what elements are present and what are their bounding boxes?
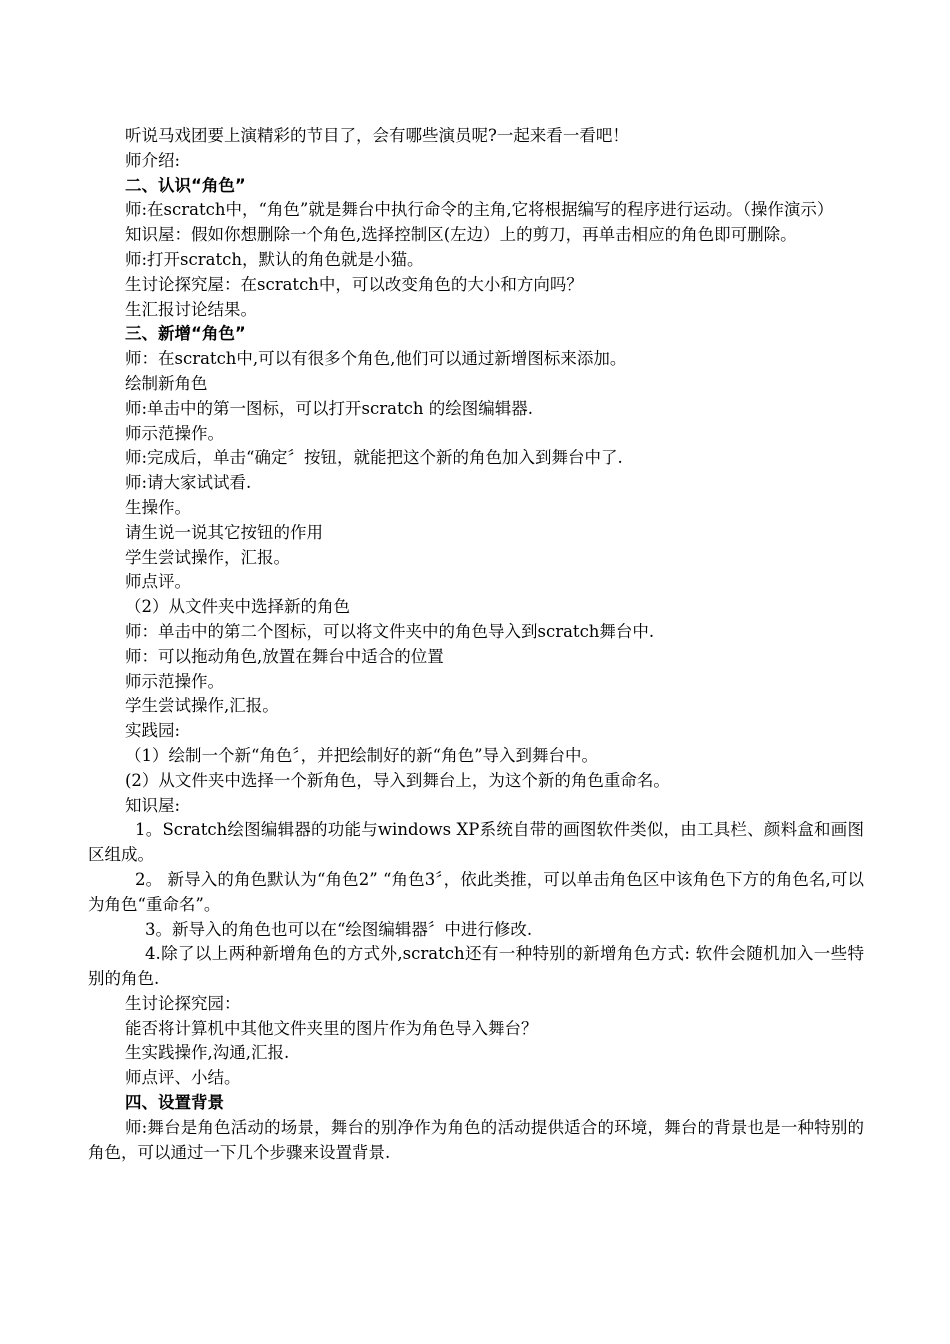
text-line: (2）从文件夹中选择一个新角色，导入到舞台上，为这个新的角色重命名。 [125, 770, 670, 790]
intro-line: 听说马戏团要上演精彩的节目了，会有哪些演员呢?一起来看一看吧！ [125, 126, 629, 145]
text-line: 生讨论探究园： [125, 993, 241, 1013]
document-page [88, 124, 864, 1165]
paragraph-knowledge-1: 1。Scratch绘图编辑器的功能与windows XP系统自带的画图软件类似，由工具栏、颜料盒和画图区组成。 [88, 820, 864, 865]
text-line: 生讨论探究屋：在scratch中，可以改变角色的大小和方向吗？ [125, 274, 583, 294]
teacher-intro-line: 师介绍: [125, 150, 181, 170]
text-line: 实践园: [125, 721, 181, 741]
text-line: 师:打开scratch，默认的角色就是小猫。 [125, 249, 424, 269]
text-line: 师：可以拖动角色,放置在舞台中适合的位置 [125, 646, 444, 666]
text-line: 学生尝试操作,汇报。 [125, 696, 279, 716]
text-line: 能否将计算机中其他文件夹里的图片作为角色导入舞台？ [125, 1018, 538, 1038]
text-line: 师：单击中的第二个图标，可以将文件夹中的角色导入到scratch舞台中. [125, 621, 655, 641]
text-line: 知识屋: [125, 795, 181, 815]
text-line: 请生说一说其它按钮的作用 [125, 522, 323, 542]
text-line: 师:单击中的第一图标，可以打开scratch 的绘图编辑器. [125, 398, 533, 418]
paragraph-knowledge-4: 4.除了以上两种新增角色的方式外,scratch还有一种特别的新增角色方式: 软件会随机加入一些特别的角色. [88, 944, 864, 989]
text-line: 生汇报讨论结果。 [125, 299, 257, 319]
paragraph-role-definition: 师:在scratch中，“角色”就是舞台中执行命令的主角,它将根据编写的程序进行运动。（操作演示） [125, 200, 834, 220]
section-heading-2: 二、认识“角色” [125, 175, 246, 195]
text-line: 学生尝试操作，汇报。 [125, 547, 290, 567]
paragraph-knowledge-2: 2。 新导入的角色默认为“角色2” “角色3〞，依此类推，可以单击角色区中该角色下方的角色名,可以为角色“重命名”。 [88, 869, 864, 914]
paragraph-knowledge-delete: 知识屋：假如你想删除一个角色,选择控制区(左边）上的剪刀，再单击相应的角色即可删除。 [125, 225, 797, 245]
text-line: 师示范操作。 [125, 423, 224, 443]
section-heading-3: 三、新增“角色” [125, 324, 246, 344]
text-line: 师点评。 [125, 572, 191, 592]
text-line: 师点评、小结。 [125, 1068, 241, 1088]
text-line: 师:请大家试试看. [125, 473, 252, 493]
text-line: 师示范操作。 [125, 671, 224, 691]
text-line: 生操作。 [125, 497, 191, 517]
text-line: （1）绘制一个新“角色〞，并把绘制好的新“角色”导入到舞台中。 [125, 745, 599, 765]
text-line: 师：在scratch中,可以有很多个角色,他们可以通过新增图标来添加。 [125, 349, 627, 369]
section-heading-4: 四、设置背景 [125, 1093, 224, 1113]
text-line: 师:完成后，单击“确定〞按钮，就能把这个新的角色加入到舞台中了. [125, 448, 623, 468]
text-line: 绘制新角色 [125, 373, 208, 393]
text-line: 生实践操作,沟通,汇报. [125, 1043, 290, 1063]
text-line: （2）从文件夹中选择新的角色 [125, 597, 350, 617]
paragraph-stage-background: 师:舞台是角色活动的场景，舞台的别净作为角色的活动提供适合的环境，舞台的背景也是一种特别的角色，可以通过一下几个步骤来设置背景. [88, 1117, 864, 1162]
text-line: 3。新导入的角色也可以在“绘图编辑器〞中进行修改. [145, 919, 533, 939]
